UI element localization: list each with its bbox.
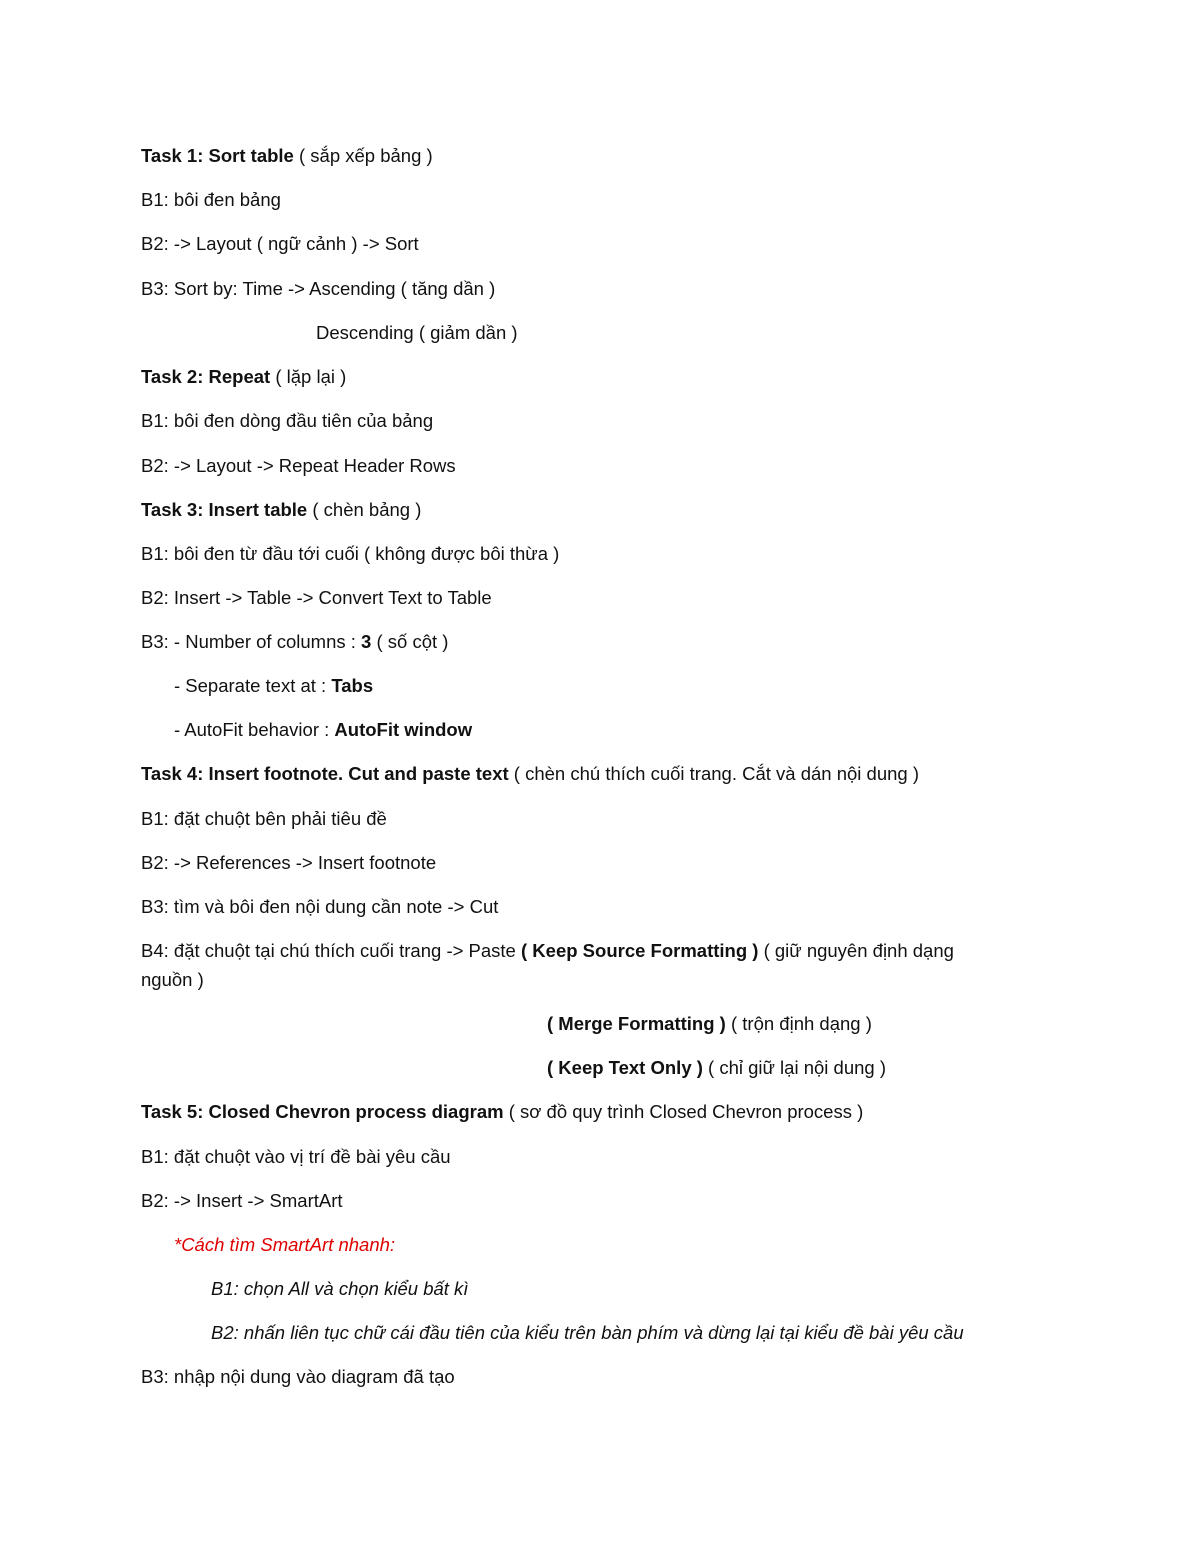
task3-step3-autofit: - AutoFit behavior : AutoFit window [174, 719, 473, 740]
task2-heading: Task 2: Repeat ( lặp lại ) [141, 366, 347, 387]
task1-step3-alt: Descending ( giảm dần ) [316, 322, 518, 343]
task4-step4: B4: đặt chuột tại chú thích cuối trang -> Paste ( Keep Source Formatting ) ( giữ nguyên định dạng [141, 940, 954, 961]
task5-step1: B1: đặt chuột vào vị trí đề bài yêu cầu [141, 1146, 451, 1167]
task2-step2: B2: -> Layout -> Repeat Header Rows [141, 455, 456, 476]
task4-step3: B3: tìm và bôi đen nội dung cần note -> Cut [141, 896, 499, 917]
task4-step1: B1: đặt chuột bên phải tiêu đề [141, 808, 387, 829]
task3-step3: B3: - Number of columns : 3 ( số cột ) [141, 631, 449, 652]
task1-step1: B1: bôi đen bảng [141, 189, 281, 210]
task3-step2: B2: Insert -> Table -> Convert Text to Table [141, 587, 492, 608]
task4-step4-cont: nguồn ) [141, 969, 204, 990]
task2-step1: B1: bôi đen dòng đầu tiên của bảng [141, 410, 434, 431]
task1-step3: B3: Sort by: Time -> Ascending ( tăng dần ) [141, 278, 496, 299]
task3-heading: Task 3: Insert table ( chèn bảng ) [141, 499, 422, 520]
smartart-tip-step2: B2: nhấn liên tục chữ cái đầu tiên của kiểu trên bàn phím và dừng lại tại kiểu đề bài yêu cầu [211, 1322, 964, 1343]
task3-step3-separate: - Separate text at : Tabs [174, 675, 374, 696]
task4-heading: Task 4: Insert footnote. Cut and paste text ( chèn chú thích cuối trang. Cắt và dán nội dung ) [141, 763, 919, 784]
task4-step2: B2: -> References -> Insert footnote [141, 852, 437, 873]
smartart-tip-heading: *Cách tìm SmartArt nhanh: [174, 1234, 396, 1255]
task1-heading: Task 1: Sort table ( sắp xếp bảng ) [141, 145, 433, 166]
smartart-tip-step1: B1: chọn All và chọn kiểu bất kì [211, 1278, 469, 1299]
task4-option-merge: ( Merge Formatting ) ( trộn định dạng ) [547, 1013, 872, 1034]
task1-step2: B2: -> Layout ( ngữ cảnh ) -> Sort [141, 233, 419, 254]
task3-step1: B1: bôi đen từ đầu tới cuối ( không được bôi thừa ) [141, 543, 560, 564]
task5-heading: Task 5: Closed Chevron process diagram ( sơ đồ quy trình Closed Chevron process ) [141, 1101, 864, 1122]
task4-option-keep-text: ( Keep Text Only ) ( chỉ giữ lại nội dung ) [547, 1057, 886, 1078]
task5-step3: B3: nhập nội dung vào diagram đã tạo [141, 1366, 455, 1387]
task5-step2: B2: -> Insert -> SmartArt [141, 1190, 343, 1211]
